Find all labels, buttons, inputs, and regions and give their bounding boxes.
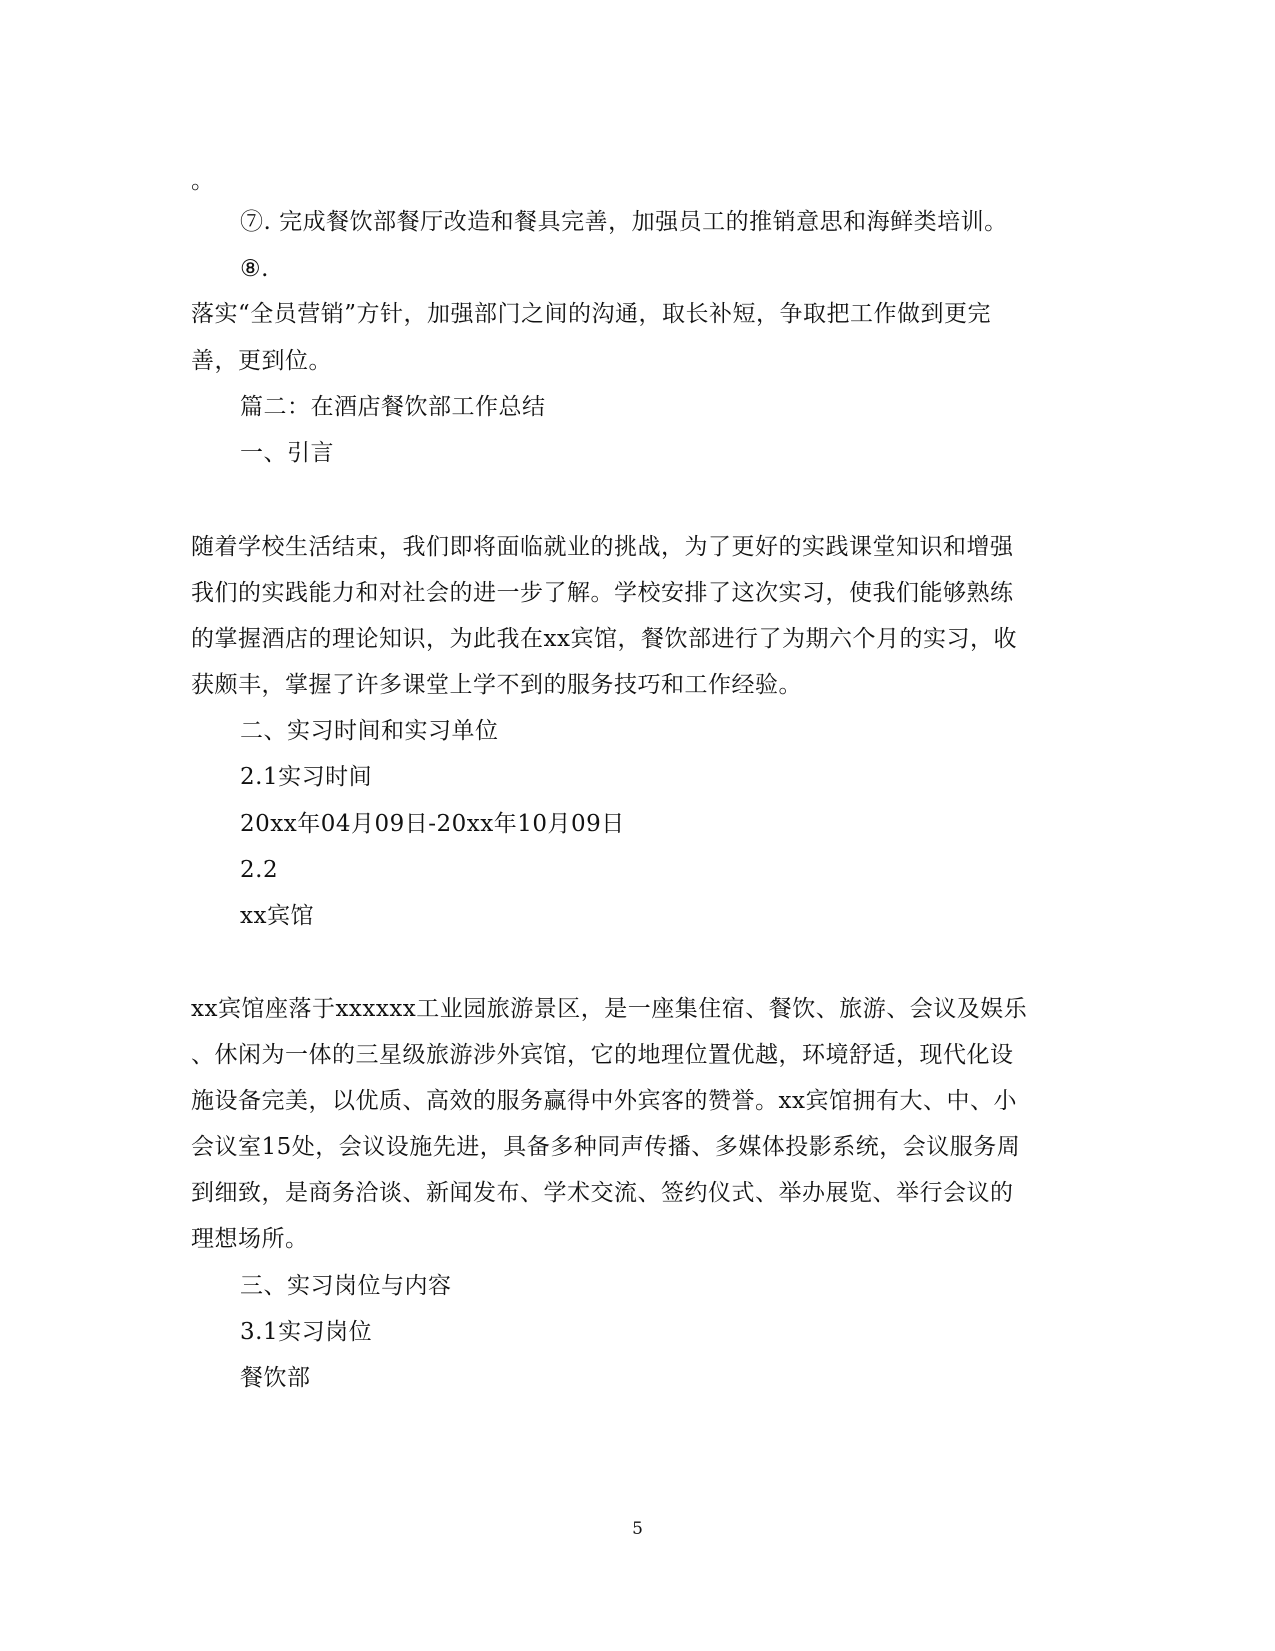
date-range: 20xx年04月09日-20xx年10月09日 [240, 811, 625, 837]
paragraph-line: 、休闲为一体的三星级旅游涉外宾馆，它的地理位置优越，环境舒适，现代化设 [191, 1042, 1014, 1068]
paragraph-line: 的掌握酒店的理论知识，为此我在xx宾馆，餐饮部进行了为期六个月的实习，收 [191, 626, 1017, 652]
page-number: 5 [632, 1519, 643, 1539]
paragraph-line: 会议室15处，会议设施先进，具备多种同声传播、多媒体投影系统，会议服务周 [191, 1134, 1021, 1160]
paragraph-line: 理想场所。 [191, 1226, 309, 1252]
section-heading: 三、实习岗位与内容 [240, 1273, 452, 1299]
section-heading: 二、实习时间和实习单位 [240, 718, 499, 744]
paragraph-line: 我们的实践能力和对社会的进一步了解。学校安排了这次实习，使我们能够熟练 [191, 580, 1014, 606]
paragraph-line: 获颇丰，掌握了许多课堂上学不到的服务技巧和工作经验。 [191, 672, 802, 698]
paragraph-line: 落实“全员营销”方针，加强部门之间的沟通，取长补短，争取把工作做到更完 [191, 301, 992, 327]
hotel-name: xx宾馆 [240, 903, 314, 929]
text-line-fragment: 。 [191, 168, 215, 194]
paragraph-line: 善，更到位。 [191, 348, 332, 374]
paragraph-line: 到细致，是商务洽谈、新闻发布、学术交流、签约仪式、举办展览、举行会议的 [191, 1180, 1014, 1206]
subsection-heading: 2.2 [240, 857, 279, 883]
paragraph-line: xx宾馆座落于xxxxxx工业园旅游景区，是一座集住宿、餐饮、旅游、会议及娱乐 [191, 996, 1028, 1022]
department-name: 餐饮部 [240, 1365, 311, 1391]
list-item-7: ⑦. 完成餐饮部餐厅改造和餐具完善，加强员工的推销意思和海鲜类培训。 [240, 209, 1008, 235]
subsection-heading: 2.1实习时间 [240, 764, 373, 790]
list-item-8: ⑧. [240, 256, 269, 282]
paragraph-line: 施设备完美，以优质、高效的服务赢得中外宾客的赞誉。xx宾馆拥有大、中、小 [191, 1088, 1017, 1114]
paragraph-line: 随着学校生活结束，我们即将面临就业的挑战，为了更好的实践课堂知识和增强 [191, 534, 1014, 560]
subsection-heading: 3.1实习岗位 [240, 1319, 373, 1345]
section-heading: 一、引言 [240, 440, 334, 466]
section-heading: 篇二：在酒店餐饮部工作总结 [240, 394, 546, 420]
